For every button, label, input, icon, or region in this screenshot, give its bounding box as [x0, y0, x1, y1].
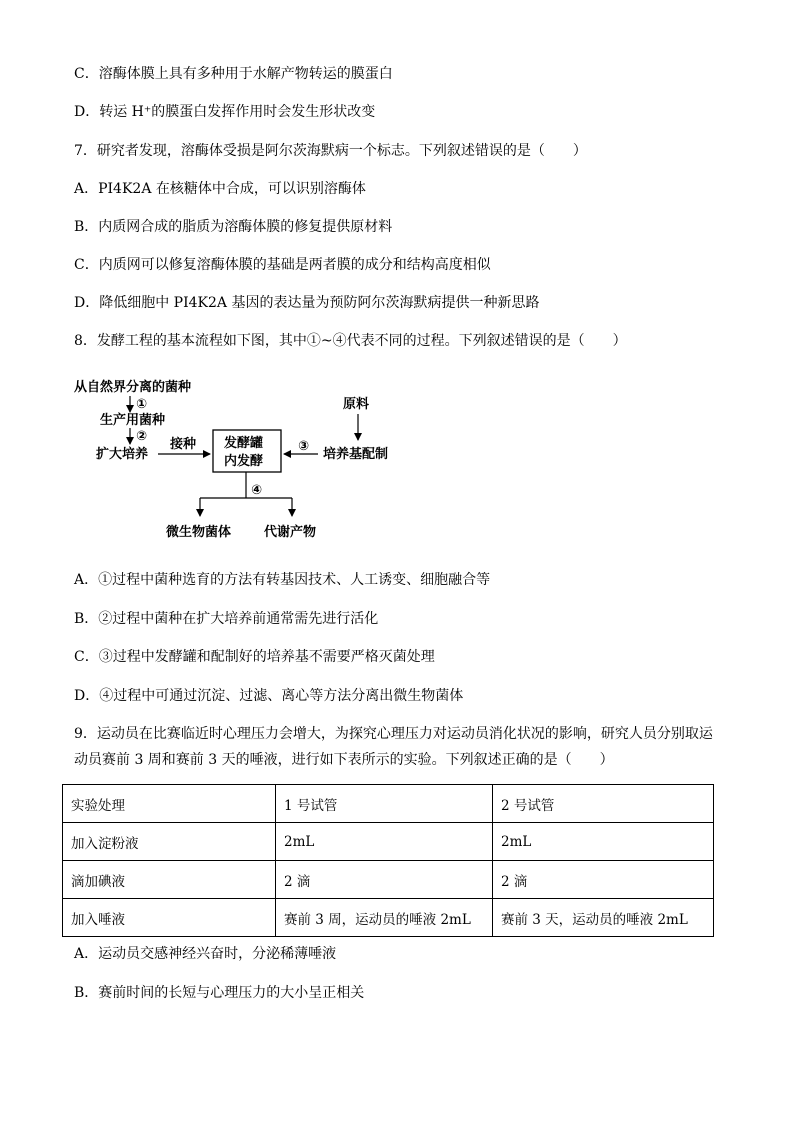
q9-option-a: A．运动员交感神经兴奋时，分泌稀薄唾液: [74, 946, 337, 962]
diagram-metabolic-products: 代谢产物: [264, 525, 317, 540]
table-cell: 2mL: [493, 823, 714, 861]
diagram-production-strain: 生产用菌种: [100, 413, 166, 428]
diagram-raw-material: 原料: [343, 397, 370, 412]
diagram-tank-line1: 发酵罐: [224, 436, 264, 451]
table-row: [63, 899, 714, 937]
diagram-step-2: ②: [136, 429, 148, 444]
q6-option-d: D．转运 H⁺的膜蛋白发挥作用时会发生形状改变: [74, 104, 376, 120]
fermentation-flow-diagram: [60, 366, 420, 546]
q7-option-b: B．内质网合成的脂质为溶酶体膜的修复提供原材料: [74, 219, 393, 235]
diagram-source-strain: 从自然界分离的菌种: [74, 380, 192, 395]
q9-stem: 9．运动员在比赛临近时心理压力会增大，为探究心理压力对运动员消化状况的影响，研究人员分别取运动员赛前 3 周和赛前 3 天的唾液，进行如下表所示的实验。下列叙述正确的是（ ）: [74, 726, 713, 768]
experiment-table: [62, 784, 714, 937]
table-cell: 赛前 3 天，运动员的唾液 2mL: [493, 899, 714, 937]
q8-option-b: B．②过程中菌种在扩大培养前通常需先进行活化: [74, 611, 379, 627]
table-header-cell: 实验处理: [63, 785, 276, 823]
q8-option-c: C．③过程中发酵罐和配制好的培养基不需要严格灭菌处理: [74, 649, 435, 665]
q7-stem: 7．研究者发现，溶酶体受损是阿尔茨海默病一个标志。下列叙述错误的是（ ）: [74, 143, 587, 159]
diagram-tank-line2: 内发酵: [224, 454, 264, 469]
table-row: [63, 861, 714, 899]
table-cell: 加入淀粉液: [63, 823, 276, 861]
diagram-step-4: ④: [251, 483, 263, 498]
q8-stem: 8．发酵工程的基本流程如下图，其中①~④代表不同的过程。下列叙述错误的是（ ）: [74, 333, 627, 349]
table-cell: 加入唾液: [63, 899, 276, 937]
table-cell: 2mL: [276, 823, 493, 861]
q7-option-d: D．降低细胞中 PI4K2A 基因的表达量为预防阿尔茨海默病提供一种新思路: [74, 295, 540, 311]
q9-option-b: B．赛前时间的长短与心理压力的大小呈正相关: [74, 985, 365, 1001]
diagram-inoculate-label: 接种: [170, 437, 197, 452]
q6-option-c: C．溶酶体膜上具有多种用于水解产物转运的膜蛋白: [74, 66, 393, 82]
q7-option-c: C．内质网可以修复溶酶体膜的基础是两者膜的成分和结构高度相似: [74, 257, 491, 273]
table-header-cell: 2 号试管: [493, 785, 714, 823]
diagram-expand-culture: 扩大培养: [96, 447, 149, 462]
diagram-microbial-cells: 微生物菌体: [166, 525, 232, 540]
q8-option-d: D．④过程中可通过沉淀、过滤、离心等方法分离出微生物菌体: [74, 688, 464, 704]
diagram-step-3: ③: [298, 439, 310, 454]
table-header-row: [63, 785, 714, 823]
table-row: [63, 823, 714, 861]
diagram-medium-prep: 培养基配制: [323, 447, 389, 462]
table-header-cell: 1 号试管: [276, 785, 493, 823]
diagram-step-1: ①: [136, 397, 148, 412]
table-cell: 2 滴: [276, 861, 493, 899]
q7-option-a: A．PI4K2A 在核糖体中合成，可以识别溶酶体: [74, 181, 366, 197]
table-cell: 滴加碘液: [63, 861, 276, 899]
table-cell: 2 滴: [493, 861, 714, 899]
q8-option-a: A．①过程中菌种选育的方法有转基因技术、人工诱变、细胞融合等: [74, 572, 491, 588]
table-cell: 赛前 3 周，运动员的唾液 2mL: [276, 899, 493, 937]
